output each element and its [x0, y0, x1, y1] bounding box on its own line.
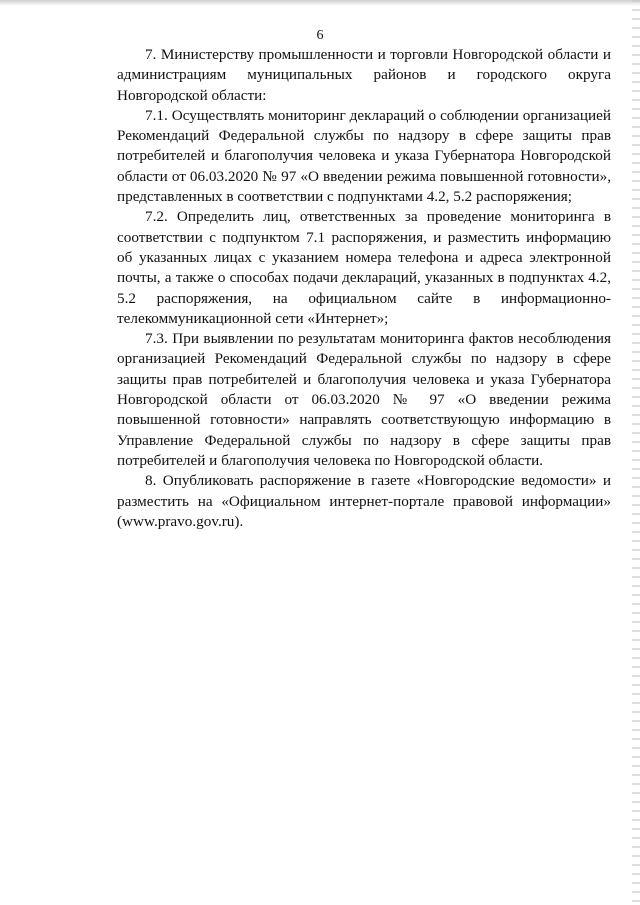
paragraph-8: 8. Опубликовать распоряжение в газете «Новгородские ведомости» и разместить на «Официальном интернет-портале правовой информации» (www.pravo.gov.ru).: [117, 472, 611, 530]
scan-edge-right: [632, 0, 640, 905]
document-body: [117, 45, 611, 532]
scan-edge-top: [0, 0, 640, 6]
paragraph-7-3: 7.3. При выявлении по результатам мониторинга фактов несоблюдения организацией Рекомендаций Федеральной службы по надзору в сфере защиты прав потребителей и благополучия человека и указа Губернатора Новгородской области от 06.03.2020 № 97 «О введении режима повышенной готовности» направлять соответствующую информацию в Управление Федеральной службы по надзору в сфере защиты прав потребителей и благополучия человека по Новгородской области.: [117, 330, 611, 469]
paragraph-7-1: 7.1. Осуществлять мониторинг деклараций о соблюдении организацией Рекомендаций Федеральной службы по надзору в сфере защиты прав потребителей и благополучия человека и указа Губернатора Новгородской области от 06.03.2020 № 97 «О введении режима повышенной готовности», представленных в соответствии с подпунктами 4.2, 5.2 распоряжения;: [117, 106, 611, 206]
paragraph-7: 7. Министерству промышленности и торговли Новгородской области и администрациям муниципальных районов и городского округа Новгородской области:: [117, 46, 611, 104]
page-number: 6: [316, 28, 324, 43]
paragraph-7-2: 7.2. Определить лиц, ответственных за проведение мониторинга в соответствии с подпунктом 7.1 распоряжения, и разместить информацию об указанных лицах с указанием номера телефона и адреса электронной почты, а также о способах подачи деклараций, указанных в подпунктах 4.2, 5.2 распоряжения, на официальном сайте в информационно-телекоммуникационной сети «Интернет»;: [117, 208, 611, 327]
